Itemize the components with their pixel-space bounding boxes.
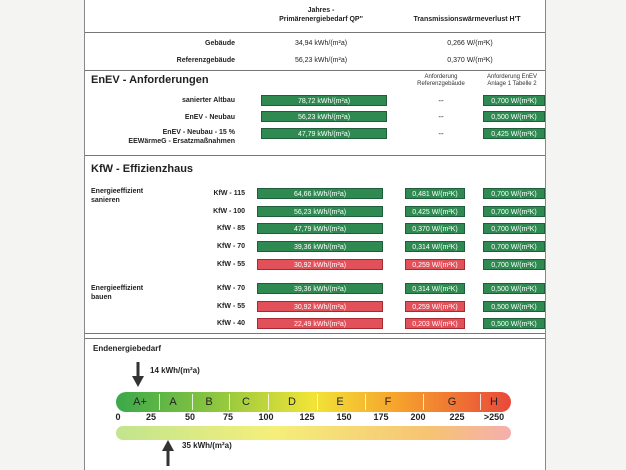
kfw-qp-bar: 22,49 kWh/(m²a) <box>257 318 383 329</box>
kfw-qp-bar: 39,36 kWh/(m²a) <box>257 241 383 252</box>
kfw-row-label: KfW - 85 <box>217 225 245 233</box>
building-qp: 34,94 kWh/(m²a) <box>294 40 348 47</box>
enev-row-label: sanierter Altbau <box>181 97 235 104</box>
energy-class-separator <box>229 394 230 410</box>
enev-ref-value: -- <box>438 129 444 138</box>
energy-class-label: B <box>205 396 213 408</box>
kfw-annex-bar: 0,700 W/(m²K) <box>483 241 545 252</box>
arrow-down-icon <box>132 362 144 388</box>
kfw-row-label: KfW - 55 <box>217 302 245 310</box>
energy-class-separator <box>423 394 424 410</box>
enev-qp-bar: 78,72 kWh/(m²a) <box>261 95 387 106</box>
endenergy-title: Endenergiebedarf <box>93 344 162 353</box>
energy-class-label: A+ <box>133 396 147 408</box>
energy-class-separator <box>192 394 193 410</box>
kfw-ref-bar: 0,203 W/(m²K) <box>405 318 465 329</box>
kfw-row-label: KfW - 115 <box>213 190 245 197</box>
enev-annex-bar: 0,425 W/(m²K) <box>483 128 545 139</box>
energy-class-label: D <box>288 396 296 408</box>
kfw-row-label: KfW - 55 <box>217 260 245 268</box>
energy-tick-label: 150 <box>336 412 352 422</box>
building-ht: 0,266 W/(m²K) <box>447 40 493 47</box>
header-primary-energy: Jahres - Primärenergiebedarf QP'' <box>279 7 363 23</box>
energy-class-separator <box>365 394 366 410</box>
kfw-row-label: KfW - 100 <box>213 207 245 215</box>
energy-class-separator <box>317 394 318 410</box>
kfw-ref-bar: 0,425 W/(m²K) <box>405 206 465 217</box>
enev-row-label: EnEV - Neubau <box>184 114 235 121</box>
enev-row-label: EnEV - Neubau - 15 % EEWärmeG - Ersatzmaßnahmen <box>128 129 235 145</box>
enev-ref-value: -- <box>438 96 444 105</box>
energy-class-label: F <box>384 396 392 408</box>
energy-tick-label: 0 <box>115 412 121 422</box>
energy-class-label: E <box>336 396 344 408</box>
energy-tick-label: 125 <box>299 412 315 422</box>
kfw-group-build: Energieeffizient bauen <box>91 285 144 301</box>
kfw-row-label: KfW - 40 <box>217 320 245 328</box>
arrow-up-icon <box>162 440 174 466</box>
enev-ref-value: -- <box>438 112 444 121</box>
kfw-qp-bar: 30,92 kWh/(m²a) <box>257 301 383 312</box>
kfw-annex-bar: 0,700 W/(m²K) <box>483 259 545 270</box>
energy-class-separator <box>268 394 269 410</box>
kfw-group-renovate: Energieeffizient sanieren <box>91 188 144 204</box>
enev-col-annex: Anforderung EnEV Anlage 1 Tabelle 2 <box>486 74 538 87</box>
kfw-annex-bar: 0,500 W/(m²K) <box>483 283 545 294</box>
kfw-annex-bar: 0,500 W/(m²K) <box>483 318 545 329</box>
energy-tick-label: 200 <box>410 412 426 422</box>
kfw-ref-bar: 0,314 W/(m²K) <box>405 241 465 252</box>
kfw-row-label: KfW - 70 <box>217 285 245 292</box>
kfw-qp-bar: 30,92 kWh/(m²a) <box>257 259 383 270</box>
kfw-annex-bar: 0,500 W/(m²K) <box>483 301 545 312</box>
energy-tick-label: 225 <box>449 412 465 422</box>
reference-building-ht: 0,370 W/(m²K) <box>447 57 493 64</box>
enev-annex-bar: 0,500 W/(m²K) <box>483 111 545 122</box>
header-transmission: Transmissionswärmeverlust H'T <box>413 16 521 23</box>
reference-building-qp: 56,23 kWh/(m²a) <box>294 57 348 64</box>
enev-section-title: EnEV - Anforderungen <box>91 74 209 86</box>
energy-class-label: H <box>490 396 498 408</box>
energy-class-separator <box>159 394 160 410</box>
kfw-section-title: KfW - Effizienzhaus <box>91 163 194 175</box>
enev-col-reference: Anforderung Referenzgebäude <box>417 74 465 87</box>
kfw-ref-bar: 0,259 W/(m²K) <box>405 301 465 312</box>
marker-top-label: 14 kWh/(m²a) <box>150 366 200 375</box>
kfw-qp-bar: 39,36 kWh/(m²a) <box>257 283 383 294</box>
building-label: Gebäude <box>205 40 235 47</box>
kfw-row-label: KfW - 70 <box>217 243 245 251</box>
reference-building-label: Referenzgebäude <box>176 57 235 64</box>
marker-bottom-label: 35 kWh/(m²a) <box>182 441 232 450</box>
energy-tick-label: >250 <box>483 412 505 422</box>
enev-annex-bar: 0,700 W/(m²K) <box>483 95 545 106</box>
energy-class-separator <box>480 394 481 410</box>
kfw-annex-bar: 0,700 W/(m²K) <box>483 188 545 199</box>
energy-scale-lower <box>116 426 511 440</box>
enev-qp-bar: 56,23 kWh/(m²a) <box>261 111 387 122</box>
energy-tick-label: 75 <box>222 412 234 422</box>
kfw-qp-bar: 47,79 kWh/(m²a) <box>257 223 383 234</box>
kfw-ref-bar: 0,481 W/(m²K) <box>405 188 465 199</box>
kfw-annex-bar: 0,700 W/(m²K) <box>483 223 545 234</box>
kfw-ref-bar: 0,314 W/(m²K) <box>405 283 465 294</box>
energy-tick-label: 175 <box>373 412 389 422</box>
kfw-qp-bar: 56,23 kWh/(m²a) <box>257 206 383 217</box>
energy-tick-label: 25 <box>145 412 157 422</box>
kfw-ref-bar: 0,259 W/(m²K) <box>405 259 465 270</box>
kfw-ref-bar: 0,370 W/(m²K) <box>405 223 465 234</box>
enev-qp-bar: 47,79 kWh/(m²a) <box>261 128 387 139</box>
kfw-annex-bar: 0,700 W/(m²K) <box>483 206 545 217</box>
energy-class-label: C <box>242 396 250 408</box>
kfw-qp-bar: 64,66 kWh/(m²a) <box>257 188 383 199</box>
energy-class-label: A <box>169 396 177 408</box>
energy-tick-label: 100 <box>258 412 274 422</box>
energy-class-label: G <box>447 396 457 408</box>
energy-tick-label: 50 <box>184 412 196 422</box>
